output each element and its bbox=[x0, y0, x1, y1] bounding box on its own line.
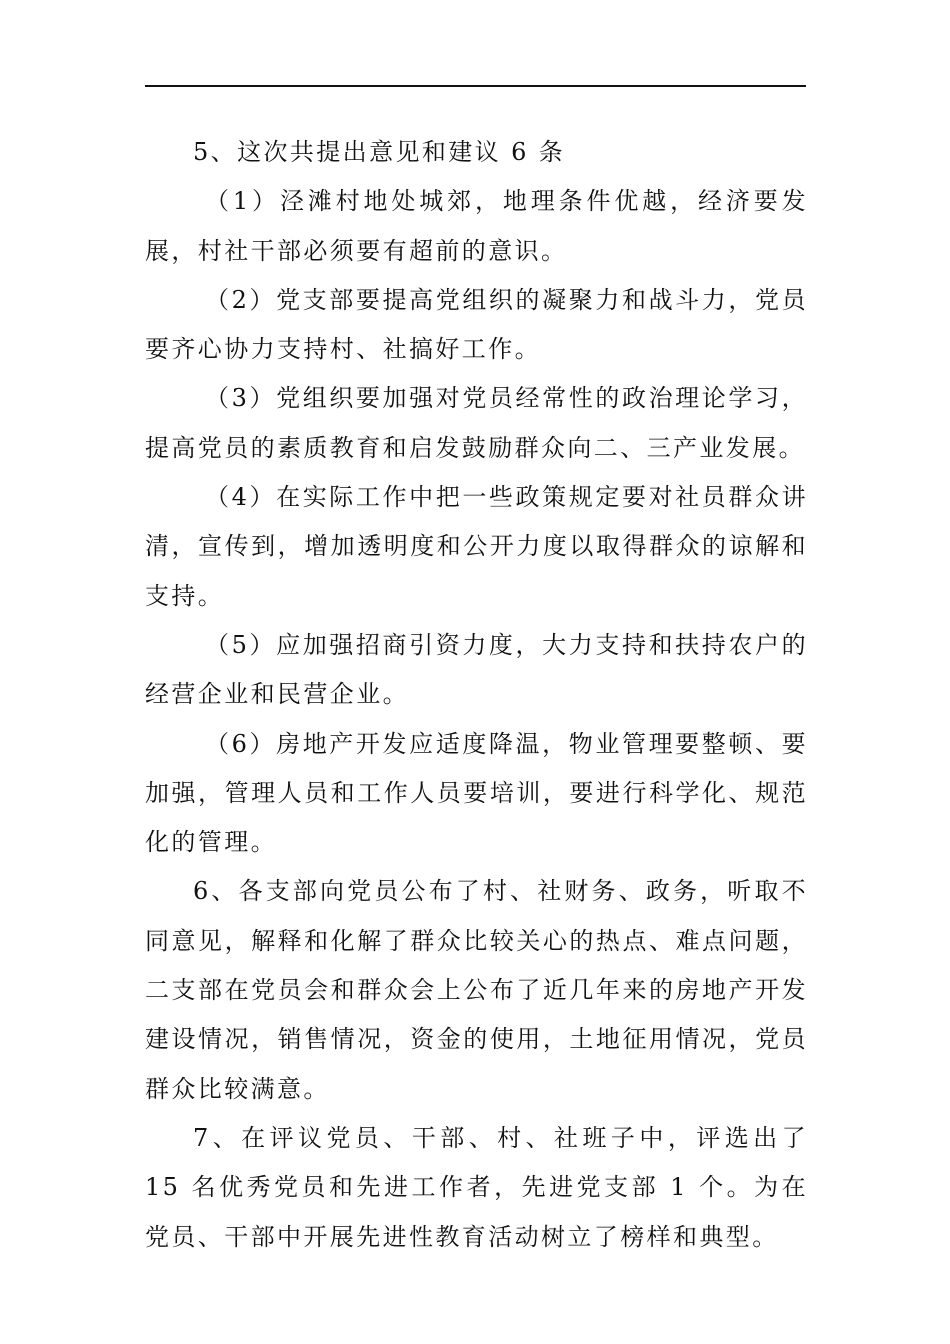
paragraph-suggestion-3: （3）党组织要加强对党员经常性的政治理论学习，提高党员的素质教育和启发鼓励群众向二、三产业发展。 bbox=[145, 384, 808, 462]
paragraph-item-6: 6、各支部向党员公布了村、社财务、政务，听取不同意见，解释和化解了群众比较关心的热点、难点问题，二支部在党员会和群众会上公布了近几年来的房地产开发建设情况，销售情况，资金的使用，土地征用情况，党员群众比较满意。 bbox=[145, 877, 808, 1103]
document-body bbox=[145, 128, 808, 1262]
paragraph-suggestion-4: （4）在实际工作中把一些政策规定要对社员群众讲清，宣传到，增加透明度和公开力度以取得群众的谅解和支持。 bbox=[145, 483, 808, 610]
header-rule bbox=[145, 85, 806, 87]
paragraph-suggestion-1: （1）泾滩村地处城郊，地理条件优越，经济要发展，村社干部必须要有超前的意识。 bbox=[145, 187, 808, 265]
paragraph-suggestion-2: （2）党支部要提高党组织的凝聚力和战斗力，党员要齐心协力支持村、社搞好工作。 bbox=[145, 285, 808, 364]
paragraph-suggestion-5: （5）应加强招商引资力度，大力支持和扶持农户的经营企业和民营企业。 bbox=[145, 630, 808, 709]
paragraph-item-5: 5、这次共提出意见和建议 6 条 bbox=[193, 138, 566, 166]
paragraph-item-7: 7、在评议党员、干部、村、社班子中，评选出了 15 名优秀党员和先进工作者，先进党支部 1 个。为在党员、干部中开展先进性教育活动树立了榜样和典型。 bbox=[145, 1123, 808, 1251]
paragraph-suggestion-6: （6）房地产开发应适度降温，物业管理要整顿、要加强，管理人员和工作人员要培训，要进行科学化、规范化的管理。 bbox=[145, 729, 808, 857]
